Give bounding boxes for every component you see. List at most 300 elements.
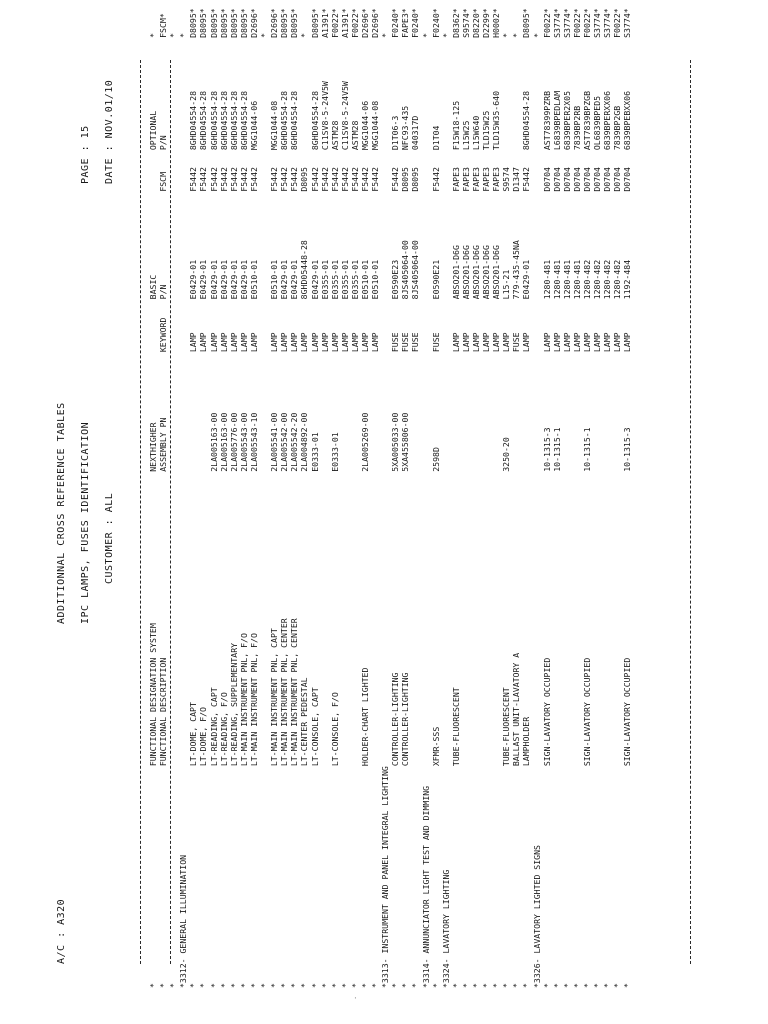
table-cell: LT-READING, SUPPLEMENTARY (228, 642, 239, 767)
table-row (188, 0, 198, 988)
table-cell: *3312- GENERAL ILLUMINATION (178, 854, 189, 988)
table-cell: * (370, 983, 381, 988)
table-cell: F5442 (198, 167, 209, 192)
table-cell: F5442 (390, 167, 401, 192)
table-cell: SIGN-LAVATORY OCCUPIED (622, 657, 633, 767)
table-cell: E0429-01 (279, 259, 290, 300)
table-cell (592, 352, 602, 472)
table-cell (602, 472, 612, 766)
table-cell: 8GHD04554-28 (309, 91, 320, 151)
table-cell: * (349, 983, 360, 988)
table-cell: *3326- LAVATORY LIGHTED SIGNS (531, 845, 542, 988)
table-cell: ABSO201-D6G (481, 245, 492, 300)
table-cell: * (400, 983, 411, 988)
table-cell: E0355-01 (329, 259, 340, 300)
table-cell (532, 299, 542, 352)
table-cell (380, 192, 390, 300)
table-row (521, 0, 531, 988)
table-cell (370, 472, 380, 766)
table-cell (532, 352, 542, 472)
col-optional: OPTIONAL (148, 110, 158, 151)
table-cell: 8JS405064-00 (400, 240, 411, 300)
table-row (350, 0, 360, 988)
table-cell: * (390, 983, 401, 988)
table-cell: F5442 (359, 167, 370, 192)
table-cell: D2696* (269, 8, 280, 38)
table-cell: D1T04 (430, 125, 441, 151)
table-cell: FAPE3 (471, 167, 481, 192)
table-cell: FAPE3 (481, 167, 492, 192)
table-cell: D2696* (359, 8, 370, 38)
table-cell: AST78399PZRB (541, 91, 552, 151)
table-cell: * (561, 983, 572, 988)
table-cell: 2LA005542-00 (279, 412, 290, 472)
table-cell (178, 352, 188, 472)
table-cell: 8GHD04554-28 (238, 91, 249, 151)
table-row (451, 0, 461, 988)
table-cell: D8095* (218, 8, 229, 38)
table-cell: MGG1044-08 (269, 100, 280, 151)
table-cell (350, 472, 360, 766)
table-cell: * (420, 32, 431, 38)
table-cell (441, 472, 451, 766)
col-fscm: FSCM (158, 171, 169, 192)
table-cell: LAMP (289, 332, 300, 353)
table-cell: LT-DOME, F/O (198, 707, 209, 767)
table-cell: LAMP (481, 332, 492, 353)
table-cell (340, 472, 350, 766)
table-row (320, 0, 330, 988)
table-cell: * (259, 32, 270, 38)
table-cell: D0704 (622, 167, 633, 192)
table-cell (532, 472, 542, 766)
table-cell: F15W18-125 (450, 100, 461, 151)
table-cell: TLD15W35-640 (491, 91, 502, 151)
table-row (219, 0, 229, 988)
table-row (209, 0, 219, 988)
table-cell (562, 352, 572, 472)
table-cell: LAMP (370, 332, 381, 353)
table-cell: E0429-01 (238, 259, 249, 300)
table-cell: LAMP (248, 332, 259, 353)
table-cell (441, 352, 451, 472)
table-cell: FAPE3* (400, 8, 411, 38)
table-cell: D0704 (561, 167, 572, 192)
table-cell: D0704 (541, 167, 552, 192)
table-cell: S9574* (460, 8, 471, 38)
table-row (622, 0, 632, 988)
table-cell: * (541, 983, 552, 988)
table-cell: E0590E23 (390, 259, 401, 300)
col-assembly-pn: ASSEMBLY PN (158, 417, 169, 472)
table-cell: F5442 (430, 167, 441, 192)
table-cell: * (359, 983, 370, 988)
table-cell: FUSE (390, 332, 401, 353)
table-cell: E0429-01 (208, 259, 219, 300)
table-cell: LAMP (319, 332, 330, 353)
table-cell: A1391* (339, 8, 350, 38)
table-body (168, 0, 632, 988)
table-cell: * (481, 983, 492, 988)
table-cell (461, 352, 471, 472)
table-cell: * (299, 32, 310, 38)
table-cell: D8095 (410, 167, 421, 192)
table-cell (441, 299, 451, 352)
table-cell: D8095* (289, 8, 300, 38)
table-cell: NFC93-435 (400, 105, 411, 151)
table-cell (612, 352, 622, 472)
table-cell: F0022* (329, 8, 340, 38)
table-row (532, 0, 542, 988)
table-row (249, 0, 259, 988)
page-number: PAGE : 15 (80, 125, 91, 184)
table-cell (168, 192, 178, 300)
top-rule (140, 60, 141, 964)
col-nexthigher: NEXTHIGHER (148, 422, 158, 472)
table-cell: LAMP (571, 332, 582, 353)
table-cell: SIGN-LAVATORY OCCUPIED (541, 657, 552, 767)
table-cell: D8095* (198, 8, 209, 38)
table-cell (350, 352, 360, 472)
table-cell: 2LA005269-00 (359, 412, 370, 472)
table-cell: ABSO201-D6G (471, 245, 481, 300)
table-cell: ABSO201-D6G (450, 245, 461, 300)
table-cell: LAMP (622, 332, 633, 353)
table-cell: F5442 (279, 167, 290, 192)
table-cell: D8095* (279, 8, 290, 38)
table-cell: 779-435-45NA (511, 240, 522, 300)
table-cell: 6839BPERXX06 (602, 91, 613, 151)
table-cell (380, 299, 390, 352)
table-cell: D8095* (208, 8, 219, 38)
table-cell (259, 352, 269, 472)
table-cell: 1280-482 (582, 259, 593, 300)
table-cell: LAMP (551, 332, 562, 353)
table-cell: * (339, 983, 350, 988)
header-row: * FUNCTIONAL DESCRIPTION ASSEMBLY PN KEYWORD P/N FSCM P/N FSCM* (158, 0, 168, 988)
document-subtitle: IPC LAMPS, FUSES IDENTIFICATION (80, 421, 91, 624)
table-cell: 1280-481 (551, 259, 562, 300)
table-cell: LT-CENTER PEDESTAL (299, 677, 310, 767)
table-cell: F5442 (319, 167, 330, 192)
table-cell: XFMR-SSS (430, 726, 441, 767)
table-cell (259, 299, 269, 352)
table-cell: D8095 (400, 167, 411, 192)
table-cell: * (592, 983, 603, 988)
table-row (259, 0, 269, 988)
table-cell: 8GHD04554-28 (228, 91, 239, 151)
table-cell: E0429-01 (218, 259, 229, 300)
table-cell (441, 150, 451, 192)
table-cell: 6839BPEBXX06 (622, 91, 633, 151)
table-cell: LT-CONSOLE, F/O (329, 692, 340, 767)
table-cell: E0429-01 (289, 259, 300, 300)
table-cell: F5442 (521, 167, 532, 192)
table-cell: *3324- LAVATORY LIGHTING (440, 869, 451, 988)
table-cell (421, 38, 431, 150)
table-cell: FAPE3 (491, 167, 502, 192)
table-cell: A1391* (319, 8, 330, 38)
table-cell: 1280-481 (561, 259, 572, 300)
table-cell (259, 38, 269, 150)
table-cell: ABSO201-D6G (491, 245, 502, 300)
table-cell: MGG1044-08 (370, 100, 381, 151)
customer-label: CUSTOMER : ALL (104, 492, 115, 584)
table-row (542, 0, 552, 988)
table-cell: LAMP (349, 332, 360, 353)
table-cell (198, 352, 208, 472)
table-cell: LAMP (188, 332, 199, 353)
table-cell: 2LA005541-00 (269, 412, 280, 472)
table-cell: * (228, 983, 239, 988)
table-row (330, 0, 340, 988)
table-row (400, 0, 410, 988)
table-cell: LT-CONSOLE, CAPT (309, 687, 320, 767)
table-cell: D8095 (299, 167, 310, 192)
table-cell: LT-MAIN INSTRUMENT PNL, F/O (238, 633, 249, 767)
table-cell: LAMP (238, 332, 249, 353)
table-cell: MGG1044-06 (248, 100, 259, 151)
table-row (602, 0, 612, 988)
table-cell: FUSE (400, 332, 411, 353)
scan-speck: · (352, 995, 360, 1000)
table-cell: 8GHD04554-28 (208, 91, 219, 151)
table-cell: F0240* (410, 8, 421, 38)
table-cell (491, 352, 501, 472)
table-cell (320, 352, 330, 472)
table-cell (259, 472, 269, 766)
table-cell: * (380, 32, 391, 38)
table-cell: F5442 (329, 167, 340, 192)
table-cell (168, 150, 178, 192)
table-cell: * (319, 983, 330, 988)
date-label: DATE : NOV.01/10 (104, 79, 115, 184)
table-cell: * (198, 983, 209, 988)
table-cell: S3774* (561, 8, 572, 38)
table-cell: LT-DOME, CAPT (188, 702, 199, 767)
table-cell: * (571, 983, 582, 988)
table-cell (178, 472, 188, 766)
table-cell: 2598D (430, 447, 441, 472)
table-cell: 2LA005776-00 (228, 412, 239, 472)
table-row (582, 0, 592, 988)
table-cell: D0704 (602, 167, 613, 192)
table-cell (178, 150, 188, 192)
table-cell: 8GHD04554-28 (521, 91, 532, 151)
table-cell: LAMP (228, 332, 239, 353)
table-cell: S3774* (622, 8, 633, 38)
table-cell: * (410, 983, 421, 988)
table-row (471, 0, 481, 988)
table-cell: F5442 (208, 167, 219, 192)
table-cell: TLD15W25 (481, 110, 492, 151)
table-cell: LAMP (491, 332, 502, 353)
table-cell: LAMP (521, 332, 532, 353)
table-cell: LAMP (279, 332, 290, 353)
table-cell (188, 352, 198, 472)
table-cell (259, 192, 269, 300)
table-row (380, 0, 390, 988)
table-row (178, 0, 188, 988)
table-cell: * (168, 983, 179, 988)
table-cell (572, 352, 582, 472)
table-cell: LAMP (359, 332, 370, 353)
table-cell: ASTM28 (349, 120, 360, 151)
table-cell (168, 352, 178, 472)
table-cell: LAMP (592, 332, 603, 353)
table-cell: SIGN-LAVATORY OCCUPIED (582, 657, 593, 767)
table-cell: F0022* (541, 8, 552, 38)
table-cell (421, 299, 431, 352)
table-row (511, 0, 521, 988)
table-cell: * (279, 983, 290, 988)
table-cell: F5442 (218, 167, 229, 192)
table-cell: * (531, 32, 542, 38)
table-cell: * (612, 983, 623, 988)
table-cell: E0355-01 (349, 259, 360, 300)
table-row (421, 0, 431, 988)
table-row (592, 0, 602, 988)
cross-reference-table (148, 0, 633, 988)
table-cell: 1280-481 (571, 259, 582, 300)
table-cell: L6839BPEDLAM (551, 91, 562, 151)
table-row (491, 0, 501, 988)
table-cell (511, 38, 521, 150)
table-cell: FUSE (511, 332, 522, 353)
table-cell: E0429-01 (309, 259, 320, 300)
table-row (269, 0, 279, 988)
table-row (229, 0, 239, 988)
table-cell: 3250-20 (501, 437, 512, 472)
table-cell: LAMP (471, 332, 481, 353)
table-cell: 7839BP2GB (612, 105, 623, 151)
table-cell: F5442 (349, 167, 360, 192)
table-cell: D8095* (309, 8, 320, 38)
table-cell: F5442 (339, 167, 350, 192)
table-cell: D8095* (188, 8, 199, 38)
table-cell: F5442 (269, 167, 280, 192)
table-cell (552, 472, 562, 766)
table-cell: 1280-481 (541, 259, 552, 300)
table-cell: * (491, 983, 502, 988)
table-row (410, 0, 420, 988)
table-cell: * (208, 983, 219, 988)
table-cell: 2LA005543-10 (248, 412, 259, 472)
table-cell: E0590E21 (430, 259, 441, 300)
table-row (481, 0, 491, 988)
table-row (370, 0, 380, 988)
table-cell: 10-1315-1 (582, 427, 593, 472)
table-cell: 8GHD04554-28 (198, 91, 209, 151)
col-basic-pn: P/N (158, 284, 169, 300)
table-cell: S3774* (592, 8, 603, 38)
table-cell: * (551, 983, 562, 988)
table-cell: 2LA005542-20 (289, 412, 300, 472)
table-cell: E0510-01 (269, 259, 280, 300)
table-cell: * (168, 32, 179, 38)
table-cell: * (440, 32, 451, 38)
table-cell (532, 38, 542, 150)
bottom-rule (690, 60, 691, 964)
table-cell: LT-MAIN INSTRUMENT PNL, F/O (248, 633, 259, 767)
col-basic: BASIC (148, 274, 158, 300)
table-cell: LT-READING, CAPT (208, 687, 219, 767)
table-cell (491, 472, 501, 766)
table-cell: * (450, 983, 461, 988)
table-row (501, 0, 511, 988)
table-cell: LAMP (541, 332, 552, 353)
table-cell: 6839BPER2X05 (561, 91, 572, 151)
table-row (279, 0, 289, 988)
table-cell: * (178, 32, 189, 38)
table-cell: * (218, 983, 229, 988)
table-cell (481, 352, 491, 472)
table-row (572, 0, 582, 988)
table-row (340, 0, 350, 988)
table-cell (521, 352, 531, 472)
table-cell: * (309, 983, 320, 988)
table-cell: * (259, 983, 270, 988)
table-cell (451, 352, 461, 472)
table-header (148, 0, 168, 988)
table-cell (481, 472, 491, 766)
table-cell: E0429-01 (198, 259, 209, 300)
table-cell: * (299, 983, 310, 988)
table-cell: E0510-01 (359, 259, 370, 300)
table-cell: LAMP (339, 332, 350, 353)
table-cell: F0240* (390, 8, 401, 38)
table-cell: *3314- ANNUNCIATOR LIGHT TEST AND DIMMING (420, 785, 431, 988)
table-cell: FUSE (410, 332, 421, 353)
table-cell: * (329, 983, 340, 988)
table-cell (461, 472, 471, 766)
table-cell: 7839BP2RB (571, 105, 582, 151)
table-cell: 2LA005543-00 (238, 412, 249, 472)
table-cell: C11SV8-5-24V5W (319, 81, 330, 151)
table-cell: * (430, 983, 441, 988)
table-cell: LAMP (450, 332, 461, 353)
table-cell (259, 150, 269, 192)
table-cell (612, 472, 622, 766)
table-cell (572, 472, 582, 766)
table-row (461, 0, 471, 988)
table-cell: ABSO201-D6G (460, 245, 471, 300)
table-cell (380, 352, 390, 472)
table-cell (168, 38, 178, 150)
table-cell: F0240* (430, 8, 441, 38)
table-cell: D0704 (592, 167, 603, 192)
table-cell (168, 299, 178, 352)
table-cell: * (501, 983, 512, 988)
table-cell: 10-1315-1 (551, 427, 562, 472)
table-cell: LAMP (602, 332, 613, 353)
table-cell (421, 192, 431, 300)
table-cell: * (188, 983, 199, 988)
table-cell: E0429-01 (228, 259, 239, 300)
table-cell: 8GHD05448-28 (299, 240, 310, 300)
table-cell (410, 472, 420, 766)
table-cell: * (248, 983, 259, 988)
table-row (390, 0, 400, 988)
table-cell: D2696* (248, 8, 259, 38)
table-cell (340, 352, 350, 472)
table-cell: E0429-01 (521, 259, 532, 300)
table-cell (471, 472, 481, 766)
table-cell: S9574 (501, 167, 512, 192)
table-cell (370, 352, 380, 472)
table-cell: 8GHD04554-28 (218, 91, 229, 151)
table-cell: LAMP (309, 332, 320, 353)
